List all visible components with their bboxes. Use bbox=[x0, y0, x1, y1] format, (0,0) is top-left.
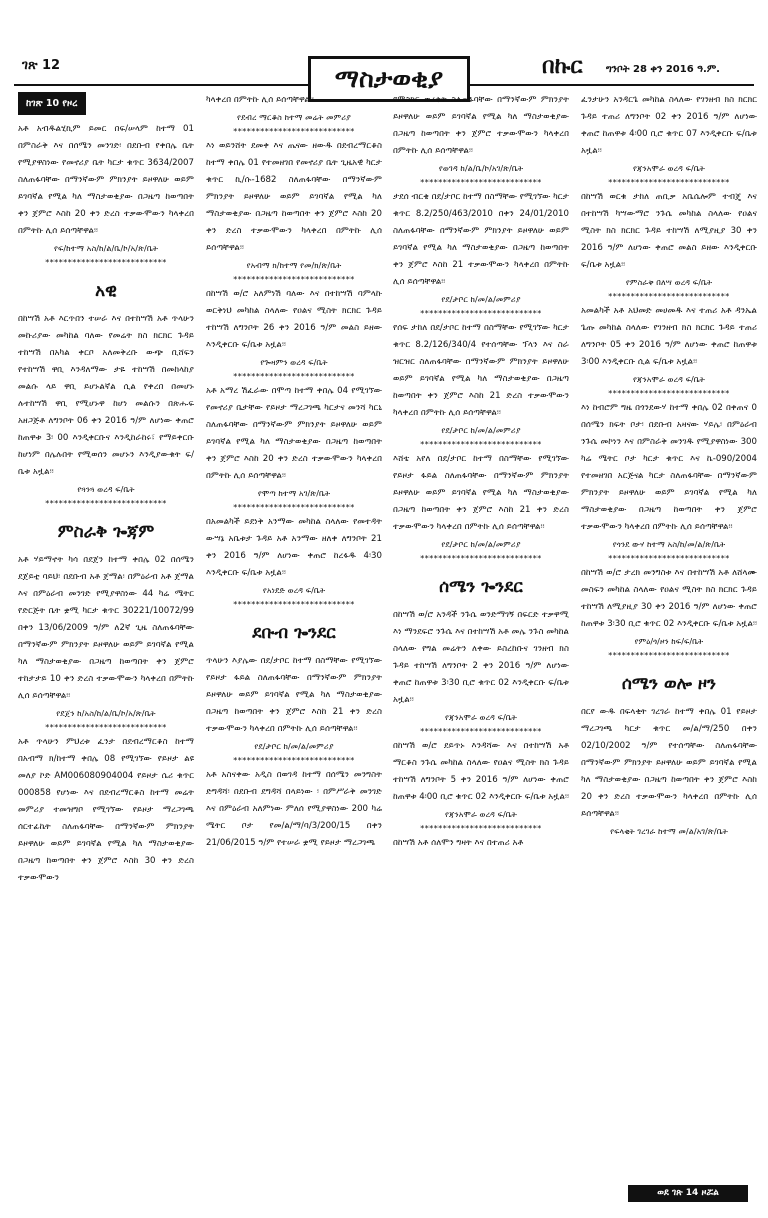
notice-signature: የጃንአሞራ ወረዳ ፍ/ቤት bbox=[633, 163, 705, 173]
notice-signature: የጃንአሞራ ወረዳ ፍ/ቤት bbox=[445, 712, 517, 722]
notice-signature: የጎንደ ውሃ ከተማ አስ/ከ/መ/ል/ጽ/ቤት bbox=[612, 539, 726, 549]
notice-signature: የጃንአሞራ ወረዳ ፍ/ቤት bbox=[633, 374, 705, 384]
separator: *************************** bbox=[608, 178, 730, 187]
notice-text: እነ ከብሮም ግዜ በጎንደውሃ ከተማ ቀበሌ 02 በቀጠና 0 በሰሜን ክፍት ቦታ፡ በደቡብ አዛናው ሃይሌ፡ በምዕራብ ንጉሴ መኮነን እና በምስራቅ መንገዱ የሚያዋስነው 300 ካሬ ሜትር ቦታ ካርታ ቁጥር እና ኬ-090/2004 የተመዘገበ አርጅናል ካርታ ስለጠፋባቸው በማንኛውም ምክንያት ይዞዋለሁ ወይም ይገባኛል የሚል ካለ ማስታወቂያው በጋዜጣ ከወጣበት ቀን ጀምሮ ተቃውሞውን ካላቀረበ በምትኩ ሊሰ ይሰጣቸዋል፡፡ bbox=[581, 403, 757, 532]
notice-text: በከሣሽ ወ/ሮ ደይጥኑ እንዳሻው እና በተከሣሽ አቶ ማርቆስ ንጉሴ መካከል ስላለው የዐልና ሚስት ክስ ጉዳይ ተከሣሽ ለግንቦት 5 ቀን 2016 ዓ/ም ለሆነው ቀጠሮ ከጠዋቱ 4፡00 ቢሮ ቁጥር 02 እንዲቀርቡ ፍ/ቤቱ አዟል፡፡ bbox=[393, 741, 569, 802]
notice-text: በአመልካች ይደነቅ አንማው መካከል ስላለው የመተዳት ውሣኔ አቤቱታ ጉዳይ አቶ አንማው ዘለቀ ለግንቦት 21 ቀን 2016 ዓ/ም ለሆነው ቀጠሮ ከረፋዱ 4፡30 እንዲቀርቡ ፍ/ቤቱ አዟል፡፡ bbox=[206, 517, 382, 578]
notice-text: አመልካች አቶ አህመድ መሀመዱ እና ተጠሪ አቶ ዳንኤል ጌጡ መካከል ስላለው የገንዘብ ክስ ክርክር ጉዳይ ተጠሪ ለግንቦት 05 ቀን 2016 ዓ/ም ለሆነው ቀጠሮ ከጠዋቱ 3፡00 እንዲቀርቡ ሲል ፍ/ቤቱ አዟል፡፡ bbox=[581, 306, 757, 367]
notice-signature: የጓንጓ ወረዳ ፍ/ቤት bbox=[77, 484, 135, 494]
notice-text: ጥላሁን እያሌው በደ/ታቦር ከተማ በስማቸው የሚገኘው የይዞታ ፋይል ስለጠፋባቸው በማንኛውም ምክንያት ይዞዋለሁ ወይም ይገባኛል የሚል ካለ ማስታወቂያው በጋዜጣ ከወጣበት ቀን ጀምሮ እስከ 21 ቀን ድረስ ተቃውሞውን ካላቀረበ በምትኩ ሊሰ ይሰጣቸዋል፡፡ bbox=[206, 656, 382, 734]
notice-text: ፈንታሁን አንዳርጌ መካከል ስላለው የገንዘብ ክስ ክርክር ጉዳይ ተጠሪ ለግንቦት 02 ቀን 2016 ዓ/ም ለሆነው ቀጠሮ ከጠዋቱ 4፡00 ቢሮ ቁጥር 07 እንዲቀርቡ ፍ/ቤቱ አዟል፡፡ bbox=[581, 95, 757, 156]
column-2 bbox=[206, 92, 382, 1204]
separator: *************************** bbox=[608, 554, 730, 563]
notice-text: የምስክር ወረቀት ስለጠፋባቸው በማንኛውም ምክንያት ይዞዋለሁ ወይም ይገባኛል የሚል ካለ ማስታወቂያው በጋዜጣ ከወጣበት ቀን ጀምሮ ተቃውሞውን ካላቀረበ በምትኩ ሊሰ ይሰጣቸዋል፡፡ bbox=[393, 95, 569, 156]
notice-signature: የደብረ ማርቆስ ከተማ መሬት መምሪያ bbox=[237, 112, 351, 122]
notice-text: ታደሰ ብርቄ በደ/ታቦር ከተማ በስማቸው የሚገኘው ካርታ ቁጥር 8.2/250/463/2010 በቀን 24/01/2010 ስለጠፋባቸው በማንኛውም ምክንያት ይዞዋለሁ ወይም ይገባኛል የሚል ካለ ማስታወቂያው በጋዜጣ ከወጣበት ቀን ጀምሮ እስከ 21 ተቃውሞውን ካላቀረበ በምትኩ ሊሰ ይሰጣቸዋል፡፡ bbox=[393, 192, 569, 287]
separator: *************************** bbox=[233, 372, 355, 381]
notice-signature: የምስራቅ በለሣ ወረዳ ፍ/ቤት bbox=[625, 277, 713, 287]
notice-text: የሰፍ ታከለ በደ/ታቦር ከተማ በስማቸው የሚገኘው ካርታ ቁጥር 8.2/126/340/4 የተሰጣቸው ፕላን እና ስራ ዝርዝር ስለጠፋባቸው በማንኛውም ምክንያት ይዞዋለሁ ወይም ይገባኛል የሚል ካለ ማስታወቂያው በጋዜጣ ከወጣበት ቀን ጀምሮ እስከ 21 ድረስ ተቃውሞውን ካላቀረበ በምትኩ ሊሰ ይሰጣቸዋል፡፡ bbox=[393, 323, 569, 418]
notice-signature: የፍላቂት ገረገራ ከተማ መ/ል/አገ/ጽ/ቤት bbox=[610, 826, 728, 836]
notice-signature: የአነደድ ወረዳ ፍ/ቤት bbox=[262, 585, 326, 595]
continuation-label: ከገጽ 10 የዞረ bbox=[18, 92, 86, 115]
column-3 bbox=[393, 92, 569, 1204]
page-header bbox=[14, 50, 754, 93]
region-heading: ሰሜን ወሎ ዞን bbox=[621, 674, 717, 694]
notice-text: በከሣሽ ወ/ሮ ታረክ መንግስቱ እና በተከሣሽ አቶ ለሸላሙ መስፍን መካከል ስላለው የዐልና ሚስት ክስ ክርክር ጉዳይ ተከሣሽ ለሚያዚያ 30 ቀን 2016 ዓ/ም ለሆነው ቀጠሮ ከጠዋቱ 3፡30 ቢሮ ቁጥር 02 እንዲቀርቡ ፍ/ቤቱ አዟል፡፡ bbox=[581, 568, 757, 629]
notice-text: አቶ አብዱልሂኪም ይመር በፍ/ሠላም ከተማ 01 በምስራቅ እና በሰሜን መንገድ፡ በደቡብ የቀበሌ ቤት የሚያዋስነው የመኖሪያ ቤት ካርታ ቁጥር 3634/2007 ስለጠፋባቸው በማንኛውም ምክንያት ይዞዋለሁ ወይም ይገባኛል የሚል ካለ ማስታወቂያው በጋዜጣ ከወጣበት ቀን ጀምሮ እስከ 20 ቀን ድረስ ተቃውሞውን ካላቀረበ በምትኩ ሊሰ ይሰጣቸዋል፡፡ bbox=[18, 124, 194, 236]
notice-signature: የደ/ታቦር ከ/መ/ል/መምሪያ bbox=[254, 741, 334, 751]
separator: *************************** bbox=[233, 275, 355, 284]
section-title: ማስታወቂያ bbox=[308, 56, 470, 102]
notice-text: አቶ ጥላሁን ምህረቱ ፈንታ በደብረማርቆስ ከተማ በአብማ ክ/ከተማ ቀበሌ 08 የሚገኘው የይዞታ ልዩ መለያ ኮድ AM006080904004 የይዞታ ሴሪ ቁጥር 000858 የሆነው እና በደብረማርቆስ ከተማ መሬት መምሪያ ተመዝግቦ የሚገኘው የይዞታ ማረጋገጫ ሰርተፊኬት ስለጠፋባቸው በማንኛውም ምክንያት ይዞዋለሁ ወይም ይገባኛል የሚል ካለ ማስታወቂያው በጋዜጣ ከወጣበት ቀን ጀምሮ እስከ 30 ቀን ድረስ ተቃውሞውን bbox=[18, 737, 194, 883]
column-1 bbox=[18, 92, 194, 1204]
notice-signature: የጃንአሞራ ወረዳ ፍ/ቤት bbox=[445, 809, 517, 819]
separator: *************************** bbox=[233, 756, 355, 765]
notice-signature: የወገዳ ከ/ል/ቤ/ኮ/አገ/ጽ/ቤት bbox=[438, 163, 524, 173]
notice-signature: የደጀን ከ/አስ/ከ/ል/ቤ/ኮ/አ/ጽ/ቤት bbox=[56, 708, 156, 718]
continued-on-tag: ወደ ገጽ 14 ዞሯል bbox=[628, 1185, 748, 1202]
separator: *************************** bbox=[608, 389, 730, 398]
notice-text: አቶ አማረ ሽፈራው በሞጣ ከተማ ቀበሌ 04 የሚገኘው የመኖሪያ ቤታቸው የይዞታ ማረጋገጫ ካርታና መንሻ ካርኒ ስለጠፋባቸው በማንኛውም ምክንያት ይዞዋለሁ ወይም ይገባኛል የሚል ካለ ማስታወቂያው በጋዜጣ ከወጣበት ቀን ጀምሮ እስከ 20 ቀን ድረስ ተቃውሞውን ካላቀረበ በምትኩ ሊሰ ይሰጣቸዋል፡፡ bbox=[206, 386, 382, 481]
notice-signature: የደ/ታቦር ከ/መ/ል/መምሪያ bbox=[441, 539, 521, 549]
separator: *************************** bbox=[45, 723, 167, 732]
notice-text: ካላቀረበ በምትኩ ሊሰ ይሰጣቸዋል፡፡ bbox=[206, 95, 314, 105]
notice-signature: የአብማ ክ/ከተማ የመ/ክ/ጽ/ቤት bbox=[246, 260, 342, 270]
notice-text: በከሣሽ ወ/ሮ አለምነሽ ባለው እና በተከሣሽ ባምላኩ ወርቅነህ መካከል ስላለው የዐልና ሚስት ክርክር ጉዳይ ተከሣሽ ለግንቦት 26 ቀን 2016 ዓ/ም መልስ ይዘው እንዲቀርቡ ፍ/ቤቱ አዟል፡፡ bbox=[206, 289, 382, 350]
newspaper-name: በኩር bbox=[542, 54, 583, 79]
notice-text: እነ ወይንሸት ደመቀ እና ጤናው ዘውዱ በደብረማርቆስ ከተማ ቀበሌ 01 የተመዘገበ የመኖሪያ ቤት ጊዜአዊ ካርታ ቁጥር ኪ/ሱ-1682 ስለጠፋባቸው በማንኛውም ምክንያት ይዞዋለሁ ወይም ይገባኛል የሚል ካለ ማስታወቂያው በጋዜጣ ከወጣበት ቀን ጀምሮ እስከ 20 ቀን ድረስ ተቃውሞውን ካላቀረበ በምትኩ ሊሰ ይሰጣቸዋል፡፡ bbox=[206, 141, 382, 253]
notice-signature: የምዕ/ጎ/ዞን ከፍ/ፍ/ቤት bbox=[634, 636, 704, 646]
notice-text: በከሣሽ አቶ እርጥበን ተሠራ እና በተከሣሽ አቶ ጥላሁን መኩሪያው መካከል ባለው የመሬት ክስ ክርክር ጉዳይ ተከሣሽ በአካል ቀርቦ አለመቅረቡ ውጭ ቢሸፍን የተከሣሽ ዋቢ እንዳለማው ታዬ ተከሣሽ በመከላከያ መልሱ ላይ ዋቢ ይሆኑልኛል ሲል የቀረበ በመሆኑ ሉተከሣሽ ዋቢ የሚሆኑዋ ከሆነ መልሱን በጽሑፍ አዘጋጅቶ ለግንቦት 06 ቀን 2016 ዓ/ም ለሆነው ቀጠሮ ከጠዋቱ 3፡ 00 እንዲቀርቡና እንዲከራከሩ፣ የማይቀርቡ ከሆነም በሌሉበት የሚወሰን መሆኑን እንዲያውቁት ፍ/ቤቱ አዟል፡፡ bbox=[18, 314, 194, 477]
separator: *************************** bbox=[420, 440, 542, 449]
separator: *************************** bbox=[420, 178, 542, 187]
notice-text: አቶ አስናቀው አዲስ በወገዳ ከተማ በሰሜን መንግስት ድግዳሻ፡ በደቡብ ደግዳሻ በላይነው ፡ በምሥራቅ መንገድ እና በምዕራብ አለምነው ምለሰ የሚያዋስነው 200 ካሬ ሜትር ቦታ የመ/ል/ማ/ባ/3/200/15 በቀን 21/06/2015 ዓ/ም የተሠራ ቋሚ የይዞታ ማረጋገጫ bbox=[206, 770, 382, 848]
separator: *************************** bbox=[420, 309, 542, 318]
notice-text: በከሣሽ ወ/ሮ አንዳች ንጉሴ ወንድማገኝ በፍርድ ተቃዋሚ እነ ማንደፍሮ ንጉሴ እና በተከሣሽ አቶ መሌ ንጉስ መካከል ስላለው የግል መሬትን ለቀው ይስረከቡና ገንዘብ ክስ ጉዳይ ተከሣሽ ለግንቦት 2 ቀን 2016 ዓ/ም ለሆነው ቀጠሮ ከጠዋቱ 3፡30 ቢሮ ቁጥር 02 እንዲቀርቡ ፍ/ቤቱ አዟል፡፡ bbox=[393, 610, 569, 705]
notice-text: እሸቴ አየለ በደ/ታቦር ከተማ በስማቸው የሚገኘው የይዞታ ፋይል ስለጠፋባቸው በማንኛውም ምክንያት ይዞዋለሁ ወይም ይገባኛል የሚል ካለ ማስታወቂያው በጋዜጣ ከወጣበት ቀን ጀምሮ እስከ 21 ቀን ድረስ ተቃውሞውን ካላቀረበ በምትኩ ሊሰ ይሰጣቸዋል፡፡ bbox=[393, 454, 569, 532]
separator: *************************** bbox=[45, 499, 167, 508]
notice-signature: የሞጣ ከተማ አገ/ጽ/ቤት bbox=[257, 488, 331, 498]
separator: *************************** bbox=[420, 727, 542, 736]
separator: *************************** bbox=[233, 127, 355, 136]
separator: *************************** bbox=[608, 292, 730, 301]
notice-signature: የፍ/ከተማ አስ/ከ/ል/ቤ/ኮ/አ/ጽ/ቤት bbox=[53, 243, 158, 253]
region-heading: ደቡብ ጐንደር bbox=[252, 623, 336, 643]
separator: *************************** bbox=[608, 651, 730, 660]
region-heading: አዊ bbox=[95, 281, 117, 301]
separator: *************************** bbox=[233, 503, 355, 512]
separator: *************************** bbox=[45, 258, 167, 267]
region-heading: ምስራቅ ጐጃም bbox=[57, 522, 155, 542]
notice-signature: የጐዛምን ወረዳ ፍ/ቤት bbox=[260, 357, 328, 367]
issue-date: ግንቦት 28 ቀን 2016 ዓ.ም. bbox=[606, 64, 720, 75]
separator: *************************** bbox=[233, 600, 355, 609]
separator: *************************** bbox=[420, 824, 542, 833]
page-number: ገጽ 12 bbox=[22, 58, 61, 73]
notice-signature: የደ/ታቦር ከ/መ/ል/መምሪያ bbox=[441, 294, 521, 304]
separator: *************************** bbox=[420, 554, 542, 563]
notice-text: በከሣሽ አቶ ሰለሞን ግዛት እና በተጠሪ አቶ bbox=[393, 838, 524, 848]
notice-text: በርየ ውዱ በፍላቂት ገረገራ ከተማ ቀበሌ 01 የይዞታ ማረጋገጫ ካርታ ቁጥር መ/ል/ማ/250 በቀን 02/10/2002 ዓ/ም የተሰጣቸው ስለጠፋባቸው በማንኛውም ምክንያት ይዞዋለሁ ወይም ይገባኛል የሚል ካለ ማስታወቂያው በጋዜጣ ከወጣበት ቀን ጀምሮ እስከ 20 ቀን ድረስ ተቃውሞውን ካላቀረበ በምትኩ ሊሰ ይሰጣቸዋል፡፡ bbox=[581, 707, 757, 819]
notice-signature: የደ/ታቦር ከ/መ/ል/መምሪያ bbox=[441, 425, 521, 435]
notice-text: አቶ ሃይማኖት ካሳ በደጀን ከተማ ቀበሌ 02 በሰሜን ደጀይቲ ባይህ፡ በደቡብ አቶ ጀማል፡ በምዕራብ አቶ ጀማል እና በምዕራብ መንገድ የሚያዋስነው 44 ካሬ ሜትር የድርጅት ቤት ቋሚ ካርታ ቁጥር 30221/10072/99 በቀን 13/06/2009 ዓ/ም ለ2ኛ ጊዜ ስለጠፋባቸው በማንኛውም ምክንያት ይዞዋለሁ ወይም ይገባኛል የሚል ካለ ማስታወቂያው በጋዜጣ ከወጣበት ቀን ጀምሮ ተከታታይ 10 ቀን ድረስ ተቃውሞውን ካላቀረበ በምትኩ ሊሰ ይሰጣቸዋል፡፡ bbox=[18, 555, 194, 701]
column-4 bbox=[581, 92, 757, 1204]
region-heading: ሰሜን ጐንደር bbox=[439, 577, 523, 597]
notice-text: በከሣሽ ወርቁ ታከለ ጠቢቃ አቤሴሎም ተብጄ እና በተከሣሽ ካሣውማሮ ንጉሴ መካከል ስላለው የዐልና ሚስት ክስ ክርክር ጉዳይ ተከሣሽ ለሚያዚያ 30 ቀን 2016 ዓ/ም ለሆነው ቀጠሮ መልስ ይዘው እንዲቀርቡ ፍ/ቤቱ አዟል፡፡ bbox=[581, 192, 757, 270]
